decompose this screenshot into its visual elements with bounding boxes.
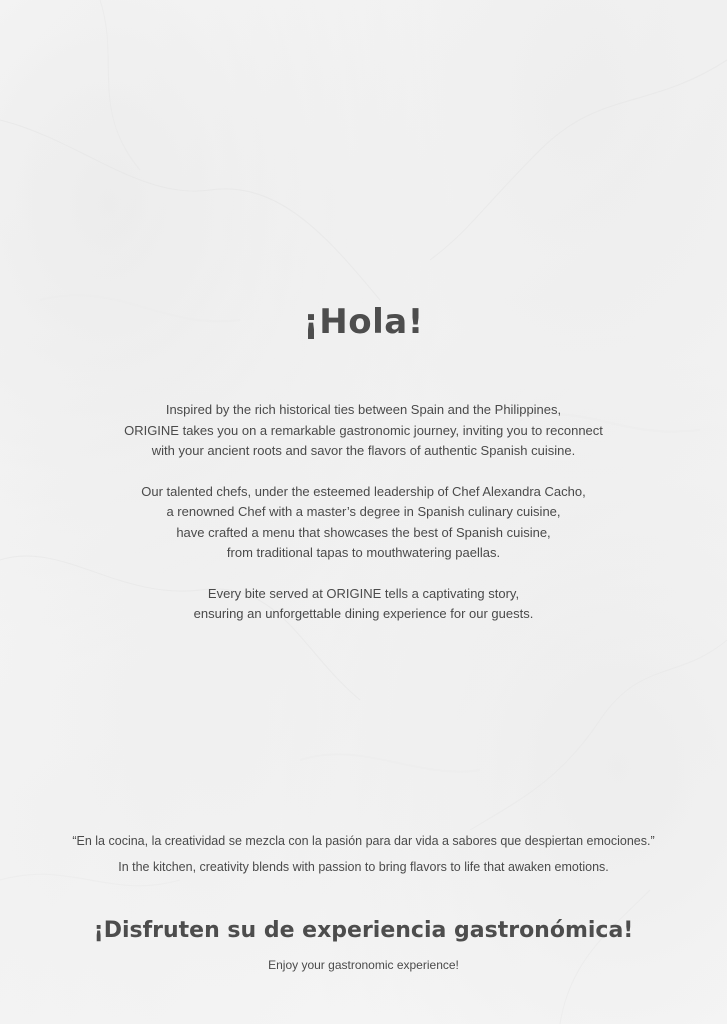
intro-line: Our talented chefs, under the esteemed leadership of Chef Alexandra Cacho, xyxy=(141,483,586,499)
intro-line: Every bite served at ORIGINE tells a captivating story, xyxy=(207,585,520,601)
intro-paragraph xyxy=(0,482,727,564)
chef-quote xyxy=(0,828,727,880)
closing-subtitle: Enjoy your gastronomic experience! xyxy=(268,958,459,972)
intro-line: ensuring an unforgettable dining experience for our guests. xyxy=(193,606,534,621)
intro-paragraph xyxy=(0,400,727,462)
greeting-heading: ¡Hola! xyxy=(303,302,424,342)
intro-text xyxy=(0,400,727,645)
quote-english: In the kitchen, creativity blends with passion to bring flavors to life that awaken emotions. xyxy=(118,860,609,874)
closing-title: ¡Disfruten su de experiencia gastronómica! xyxy=(93,918,634,943)
quote-spanish: “En la cocina, la creatividad se mezcla con la pasión para dar vida a sabores que despiertan emociones.” xyxy=(72,834,655,848)
intro-line: with your ancient roots and savor the flavors of authentic Spanish cuisine. xyxy=(151,443,576,458)
intro-line: from traditional tapas to mouthwatering paellas. xyxy=(226,545,501,560)
intro-line: ORIGINE takes you on a remarkable gastronomic journey, inviting you to reconnect xyxy=(124,422,603,438)
intro-line: Inspired by the rich historical ties between Spain and the Philippines, xyxy=(165,402,562,417)
intro-line: a renowned Chef with a master’s degree in Spanish culinary cuisine, xyxy=(166,504,561,519)
intro-line: have crafted a menu that showcases the best of Spanish cuisine, xyxy=(176,524,551,540)
intro-paragraph xyxy=(0,584,727,625)
